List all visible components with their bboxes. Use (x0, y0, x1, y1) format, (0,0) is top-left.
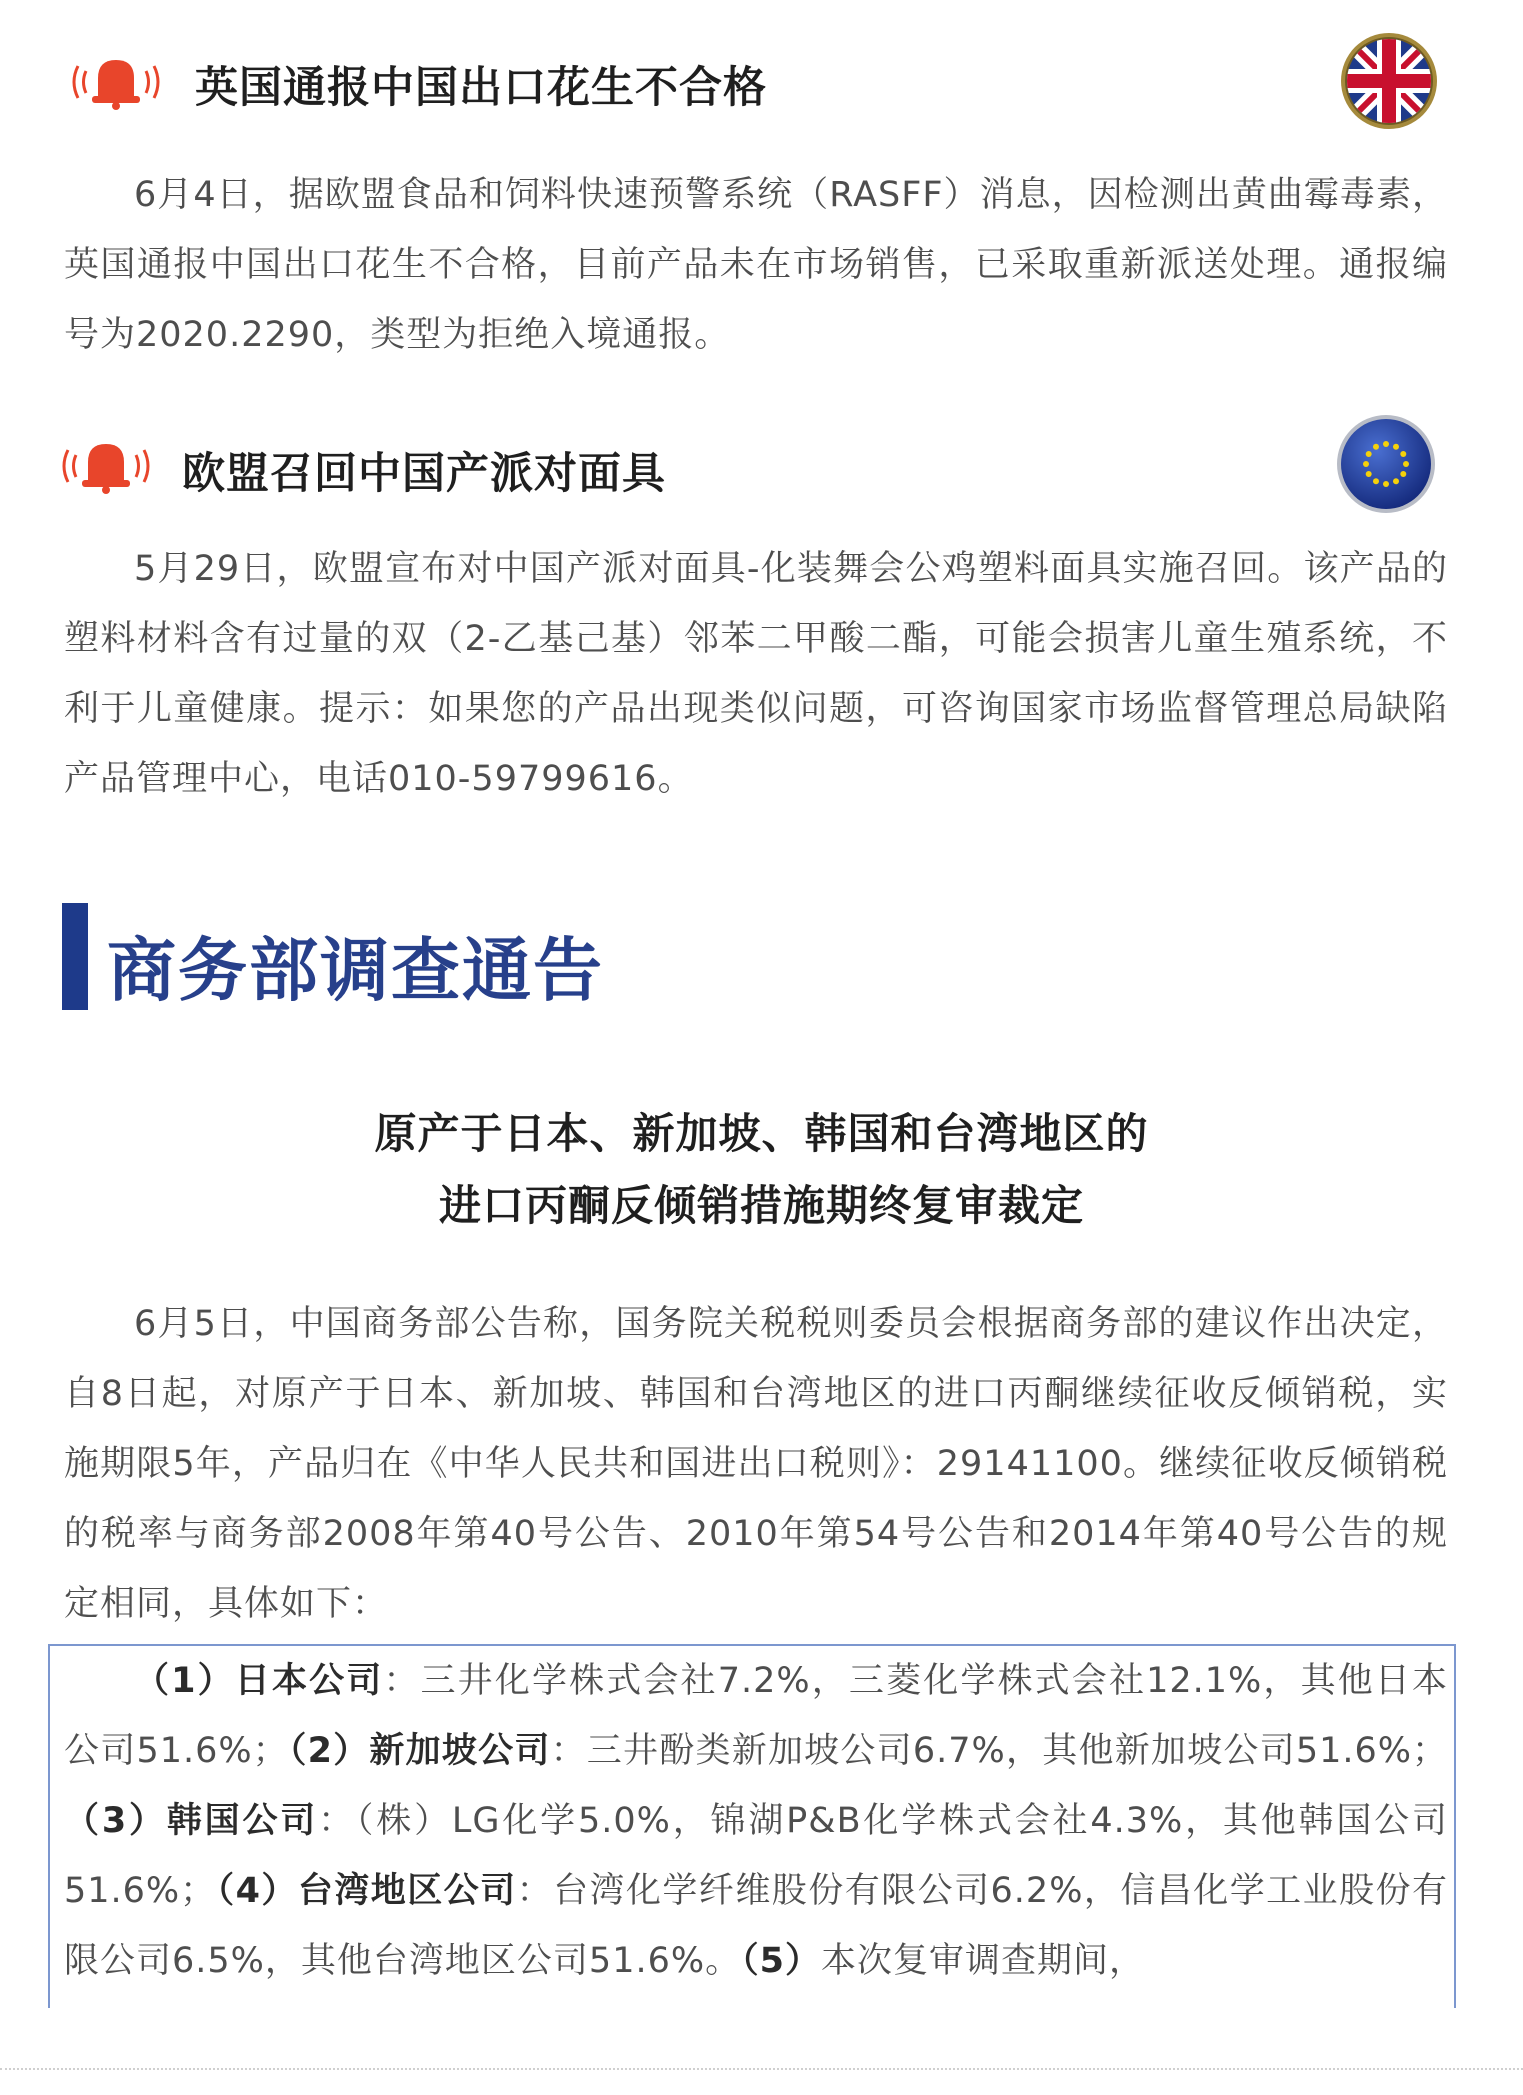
notice-body (64, 1289, 1448, 1639)
alarm-icon (56, 436, 156, 496)
divider (0, 2068, 1523, 2070)
eu-flag-icon (1336, 414, 1436, 514)
news-paragraph: 5月29日，欧盟宣布对中国产派对面具-化装舞会公鸡塑料面具实施召回。该产品的塑料材料含有过量的双（2-乙基己基）邻苯二甲酸二酯，可能会损害儿童生殖系统，不利于儿童健康。提示：如果您的产品出现类似问题，可咨询国家市场监督管理总局缺陷产品管理中心，电话010-59799616。 (64, 549, 1448, 799)
section-accent-bar (62, 903, 88, 1010)
rate-text-singapore: ：三井酚类新加坡公司6.7%，其他新加坡公司51.6%； (550, 1731, 1449, 1771)
rate-text-5: 本次复审调查期间， (820, 1941, 1145, 1981)
rate-label-singapore: （2）新加坡公司 (288, 1731, 551, 1771)
notice-paragraph: 6月5日，中国商务部公告称，国务院关税税则委员会根据商务部的建议作出决定，自8日起，对原产于日本、新加坡、韩国和台湾地区的进口丙酮继续征收反倾销税，实施期限5年，产品归在《中华人民共和国进出口税则》：29141100。继续征收反倾销税的税率与商务部2008年第40号公告、2010年第54号公告和2014年第40号公告的规定相同，具体如下： (64, 1304, 1448, 1624)
rate-label-taiwan: （4）台湾地区公司 (216, 1871, 517, 1911)
news-body (64, 160, 1448, 370)
rate-label-japan: （1）日本公司 (134, 1661, 384, 1701)
rate-label-5: （5） (741, 1941, 821, 1981)
notice-title-line1: 原产于日本、新加坡、韩国和台湾地区的 (374, 1109, 1149, 1158)
notice-title-line2: 进口丙酮反倾销措施期终复审裁定 (438, 1181, 1084, 1230)
alarm-icon (66, 52, 166, 112)
notice-title (0, 1098, 1523, 1242)
rate-text-korea: ：（株）LG化学5.0%，锦湖P&B化学株式会社4.3%，其他韩国公司51.6%； (64, 1801, 1448, 1911)
uk-flag-icon (1340, 32, 1438, 130)
rate-text-japan: ：三井化学株式会社7.2%，三菱化学株式会社12.1%，其他日本公司51.6%； (64, 1661, 1449, 1771)
rate-text-taiwan: ：台湾化学纤维股份有限公司6.2%，信昌化学工业股份有限公司6.5%，其他台湾地区公司51.6%。 (64, 1871, 1449, 1981)
news-title: 英国通报中国出口花生不合格 (195, 63, 767, 113)
rate-label-korea: （3）韩国公司 (64, 1801, 319, 1841)
section-title: 商务部调查通告 (107, 931, 604, 1011)
news-body (64, 534, 1448, 814)
news-paragraph: 6月4日，据欧盟食品和饲料快速预警系统（RASFF）消息，因检测出黄曲霉毒素，英国通报中国出口花生不合格，目前产品未在市场销售，已采取重新派送处理。通报编号为2020.2290，类型为拒绝入境通报。 (64, 175, 1448, 355)
rates-text (64, 1646, 1448, 1996)
news-title: 欧盟召回中国产派对面具 (182, 449, 666, 499)
